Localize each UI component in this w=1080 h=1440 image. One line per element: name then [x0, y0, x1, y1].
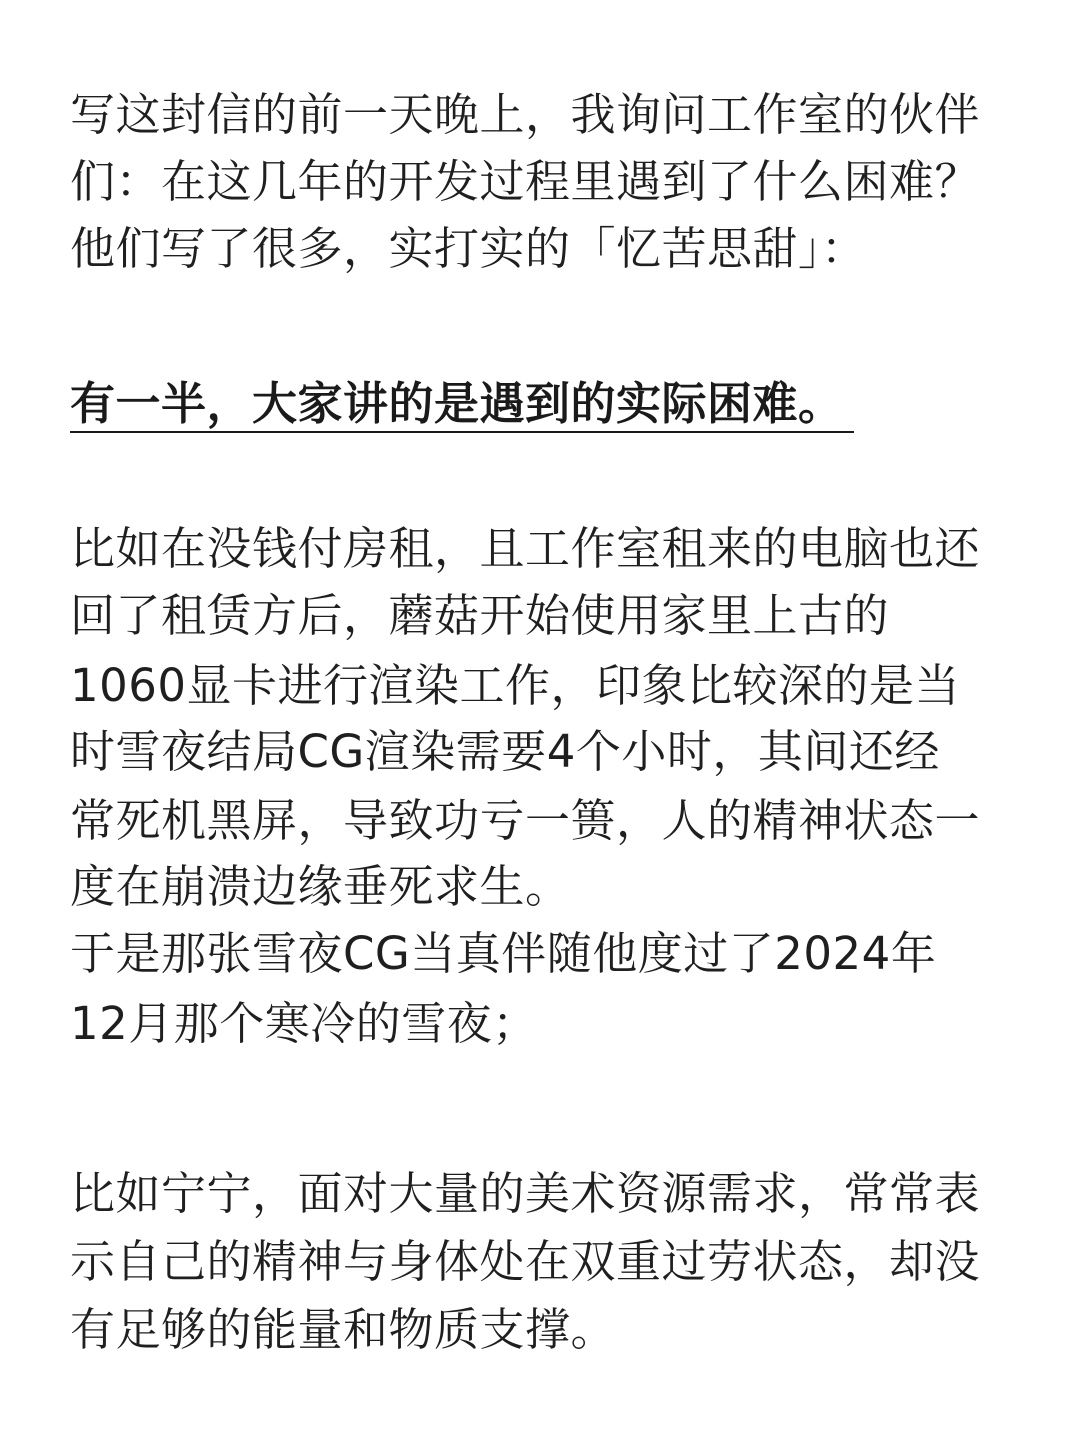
text-line: 于是那张雪夜CG当真伴随他度过了2024年: [70, 927, 937, 980]
text-line: 比如在没钱付房租，且工作室租来的电脑也还: [70, 522, 981, 575]
text-line: 常死机黑屏，导致功亏一篑，人的精神状态一: [70, 794, 981, 847]
text-line: 比如宁宁，面对大量的美术资源需求，常常表: [70, 1167, 981, 1220]
text-line: 1060显卡进行渲染工作，印象比较深的是当: [70, 659, 961, 712]
text-line: 写这封信的前一天晚上，我询问工作室的伙伴: [70, 88, 981, 141]
text-line: 时雪夜结局CG渲染需要4个小时，其间还经: [70, 725, 940, 778]
text-line: 回了租赁方后，蘑菇开始使用家里上古的: [70, 589, 890, 642]
text-line: 们：在这几年的开发过程里遇到了什么困难？: [70, 155, 981, 208]
text-line: 示自己的精神与身体处在双重过劳状态，却没: [70, 1235, 981, 1288]
text-line: 他们写了很多，实打实的「忆苦思甜」：: [70, 222, 867, 275]
text-line: 有足够的能量和物质支撑。: [70, 1303, 617, 1356]
text-line: 度在崩溃边缘垂死求生。: [70, 860, 571, 913]
section-heading: 有一半，大家讲的是遇到的实际困难。: [70, 377, 854, 433]
text-line: 12月那个寒冷的雪夜；: [70, 997, 538, 1050]
